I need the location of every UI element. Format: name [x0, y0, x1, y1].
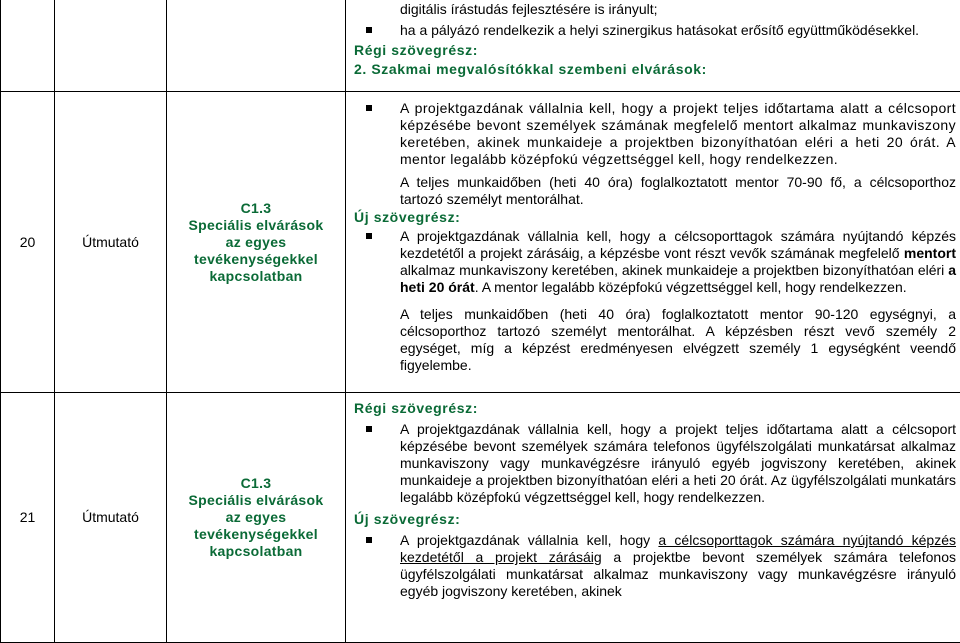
- bullet-icon: [366, 426, 372, 432]
- table-row: [1, 0, 960, 92]
- body-cell: [346, 393, 960, 643]
- bullet-icon: [366, 233, 372, 239]
- section-cell: [167, 0, 346, 92]
- continued-line: digitális írástudás fejlesztésére is irányult;: [354, 1, 956, 18]
- section-heading: 2. Szakmai megvalósítókkal szembeni elvárások:: [354, 61, 956, 78]
- bullet-icon: [366, 537, 372, 543]
- body-cell: [346, 92, 960, 393]
- num-cell: [1, 0, 55, 92]
- old-text-label: Régi szövegrész:: [354, 400, 956, 417]
- new-paragraph: A teljes munkaidőben (heti 40 óra) foglalkoztatott mentor 90-120 egységnyi, a célcsoporthoz tartozó személyt mentorálhat. A képzésben részt vevő személy 2 egységet, míg a képzést eredményesen elvégzett személy 1 egységként veendő figyelembe.: [354, 306, 956, 374]
- bullet-icon: [366, 27, 372, 33]
- new-text-label: Új szövegrész:: [354, 511, 956, 528]
- row-number: 21: [1, 393, 55, 643]
- document-type: Útmutató: [55, 92, 167, 393]
- new-bullet: A projektgazdának vállalnia kell, hogy a célcsoporttagok számára nyújtandó képzés kezdetétől a projekt zárásáig a projektbe bevont személyek számára telefonos ügyfélszolgálati munkatársat alkalmaz munkaviszony vagy munkavégzésre irányuló egyéb jogviszony keretében, akinek: [354, 532, 956, 600]
- old-bullet: A projektgazdának vállalnia kell, hogy a projekt teljes időtartama alatt a célcsoport képzésébe bevont személyek számának megfelelő mentort alkalmaz munkaviszony keretében, akinek munkaideje a projektben bizonyíthatóan eléri a heti 20 órát. A mentor legalább középfokú végzettséggel kell, hogy rendelkezzen.: [354, 100, 956, 168]
- bullet-icon: [366, 105, 372, 111]
- new-bullet: A projektgazdának vállalnia kell, hogy a célcsoporttagok számára nyújtandó képzés kezdetétől a projekt zárásáig, a képzésbe vont részt vevők számának megfelelő mentort alkalmaz munkaviszony keretében, akinek munkaideje a projektben bizonyíthatóan eléri a heti 20 órát. A mentor legalább középfokú végzettséggel kell, hogy rendelkezzen.: [354, 228, 956, 296]
- table-row: [1, 92, 960, 393]
- row-number: 20: [1, 92, 55, 393]
- old-paragraph: A teljes munkaidőben (heti 40 óra) foglalkoztatott mentor 70-90 fő, a célcsoporthoz tartozó személyt mentorálhat.: [354, 174, 956, 208]
- document-type: Útmutató: [55, 393, 167, 643]
- old-text-label: Régi szövegrész:: [354, 42, 956, 59]
- section-reference: C1.3 Speciális elvárások az egyes tevékenységekkel kapcsolatban: [167, 92, 346, 393]
- type-cell: [55, 0, 167, 92]
- body-cell: [346, 0, 960, 92]
- bullet-item: ha a pályázó rendelkezik a helyi szinergikus hatásokat erősítő együttműködésekkel.: [354, 22, 956, 39]
- old-bullet: A projektgazdának vállalnia kell, hogy a projekt teljes időtartama alatt a célcsoport képzésébe bevont személyek számára telefonos ügyfélszolgálati munkatársat alkalmaz munkaviszony vagy munkavégzésre irányuló egyéb jogviszony keretében, akinek munkaideje a projektben bizonyíthatóan eléri a heti 20 órát. Az ügyfélszolgálati munkatárs legalább középfokú végzettséggel kell, hogy rendelkezzen.: [354, 421, 956, 506]
- new-text-label: Új szövegrész:: [354, 209, 956, 226]
- section-reference: C1.3 Speciális elvárások az egyes tevékenységekkel kapcsolatban: [167, 393, 346, 643]
- table-row: [1, 393, 960, 643]
